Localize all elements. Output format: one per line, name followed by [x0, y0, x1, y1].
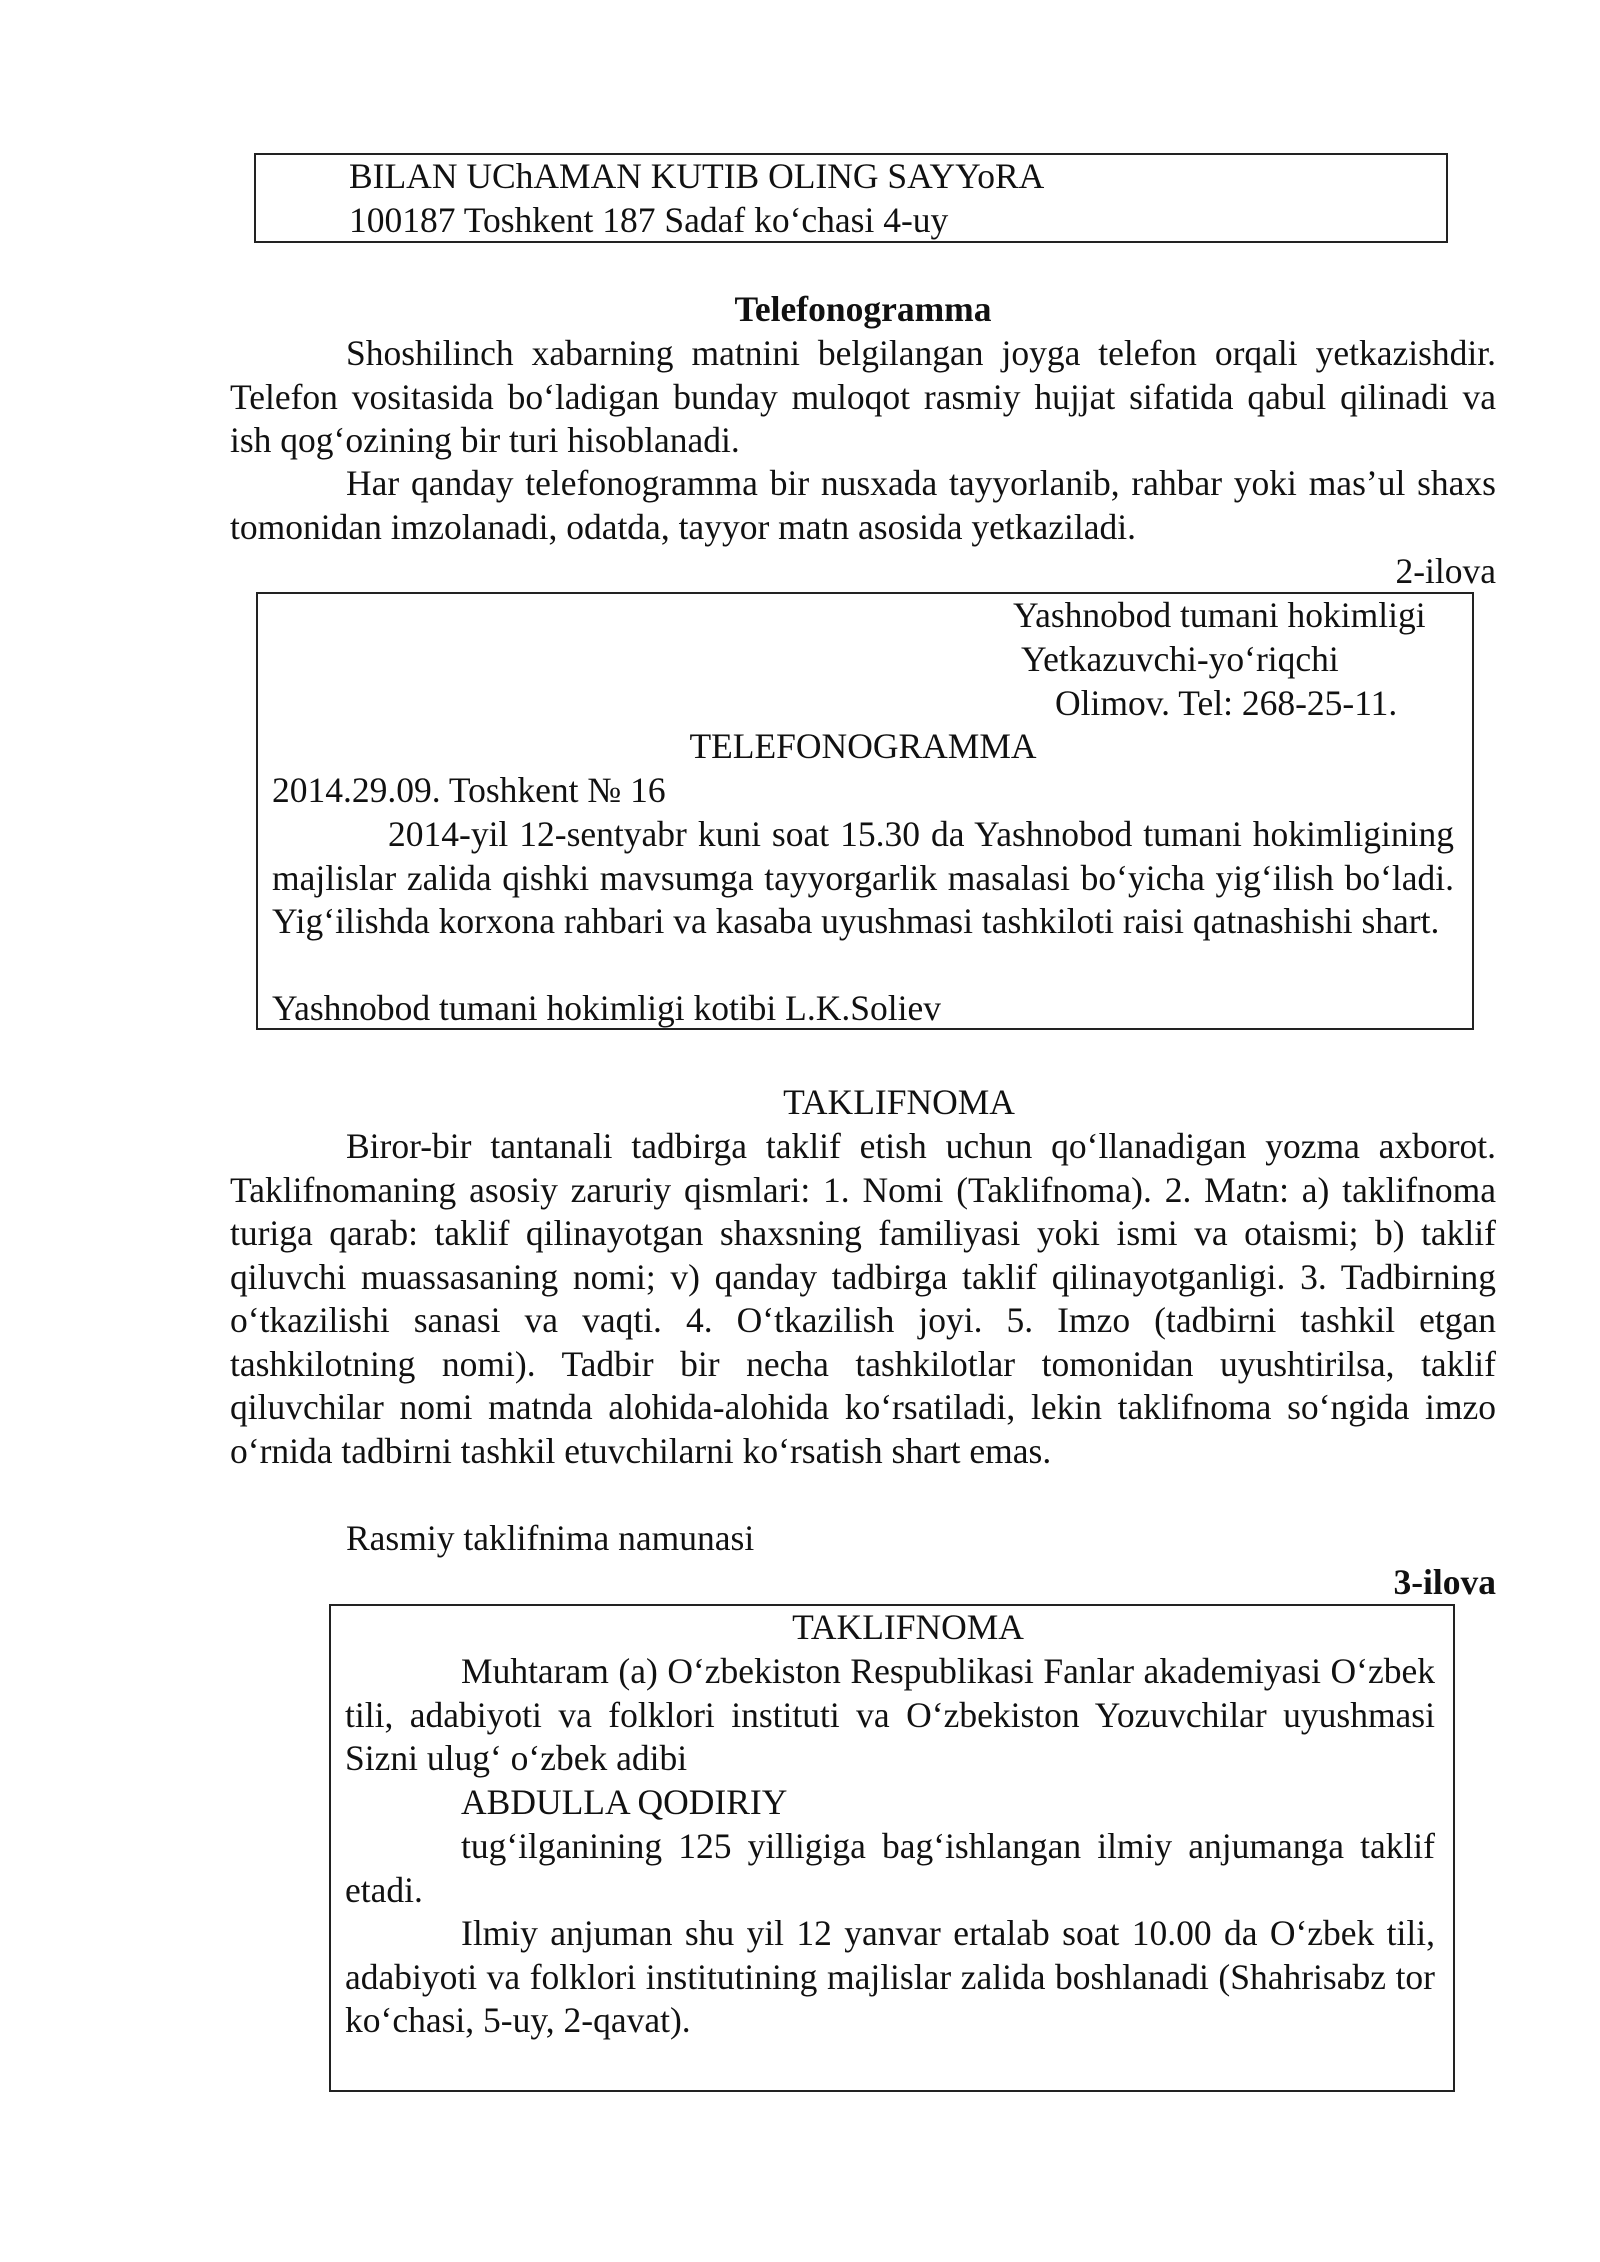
signature-line: Yashnobod tumani hokimligi kotibi L.K.Soliev: [272, 988, 941, 1028]
appendix-label-3: 3-ilova: [1393, 1562, 1496, 1602]
taklifnoma-title: TAKLIFNOMA: [792, 1607, 1024, 1647]
taklifnoma-body-3: Ilmiy anjuman shu yil 12 yanvar ertalab soat 10.00 da O‘zbek tili, adabiyoti va folklori institutining majlislar zalida boshlanadi (Shahrisabz tor ko‘chasi, 5-uy, 2-qavat).: [345, 1913, 1435, 2040]
telefonogramma-title: TELEFONOGRAMMA: [689, 726, 1037, 766]
telefonogramma-body: 2014-yil 12-sentyabr kuni soat 15.30 da Yashnobod tumani hokimligining majlislar zalida qishki mavsumga tayyorgarlik masalasi bo‘yicha yig‘ilish bo‘ladi. Yig‘ilishda korxona rahbari va kasaba uyushmasi tashkiloti raisi qatnashishi shart.: [272, 814, 1454, 941]
taklifnoma-paragraph-1: Biror-bir tantanali tadbirga taklif etish uchun qo‘llanadigan yozma axborot. Taklifnomaning asosiy zaruriy qismlari: 1. Nomi (Taklifnoma). 2. Matn: a) taklifnoma turiga qarab: taklif qilinayotgan shaxsning familiyasi yoki ismi va otaismi; b) taklif qiluvchi muassasaning nomi; v) qanday tadbirga taklif qilinayotganligi. 3. Tadbirning o‘tkazilishi sanasi va vaqti. 4. O‘tkazilish joyi. 5. Imzo (tadbirni tashkil etgan tashkilotning nomi). Tadbir bir necha tashkilotlar tomonidan uyushtirilsa, taklif qiluvchilar nomi matnda alohida-alohida ko‘rsatiladi, lekin taklifnoma so‘ngida imzo o‘rnida tadbirni tashkil etuvchilarni ko‘rsatish shart emas.: [230, 1126, 1496, 1471]
honoree-name: ABDULLA QODIRIY: [461, 1782, 788, 1822]
appendix-label-2: 2-ilova: [1395, 551, 1496, 591]
telefonogramma-paragraph-1: Shoshilinch xabarning matnini belgilangan joyga telefon orqali yetkazishdir. Telefon vositasida bo‘ladigan bunday muloqot rasmiy hujjat sifatida qabul qilinadi va ish qog‘ozining bir turi hisoblanadi.: [230, 333, 1496, 460]
telefonogramma-heading: Telefonogramma: [734, 289, 992, 329]
taklifnoma-body-1: Muhtaram (a) O‘zbekiston Respublikasi Fanlar akademiyasi O‘zbek tili, adabiyoti va folklori instituti va O‘zbekiston Yozuvchilar uyushmasi Sizni ulug‘ o‘zbek adibi: [345, 1651, 1435, 1778]
address-box: [254, 153, 1448, 243]
recipient-line-2: Yetkazuvchi-yo‘riqchi: [1021, 639, 1339, 679]
sample-taklifnoma-box: [329, 1604, 1455, 2092]
telefonogramma-paragraph-2: Har qanday telefonogramma bir nusxada tayyorlanib, rahbar yoki mas’ul shaxs tomonidan imzolanadi, odatda, tayyor matn asosida yetkaziladi.: [230, 463, 1496, 547]
recipient-line-1: Yashnobod tumani hokimligi: [1013, 595, 1426, 635]
recipient-line-3: Olimov. Tel: 268-25-11.: [1055, 683, 1398, 723]
address-line-2: 100187 Toshkent 187 Sadaf ko‘chasi 4-uy: [349, 200, 949, 240]
taklifnoma-heading: TAKLIFNOMA: [783, 1082, 1015, 1122]
taklifnoma-paragraph-2: Rasmiy taklifnima namunasi: [346, 1518, 755, 1558]
taklifnoma-body-2: tug‘ilganining 125 yilligiga bag‘ishlangan ilmiy anjumanga taklif etadi.: [345, 1826, 1435, 1910]
sample-telefonogramma-box: [256, 592, 1474, 1030]
date-number-line: 2014.29.09. Toshkent № 16: [272, 770, 666, 810]
address-line-1: BILAN UChAMAN KUTIB OLING SAYYoRA: [349, 156, 1045, 196]
